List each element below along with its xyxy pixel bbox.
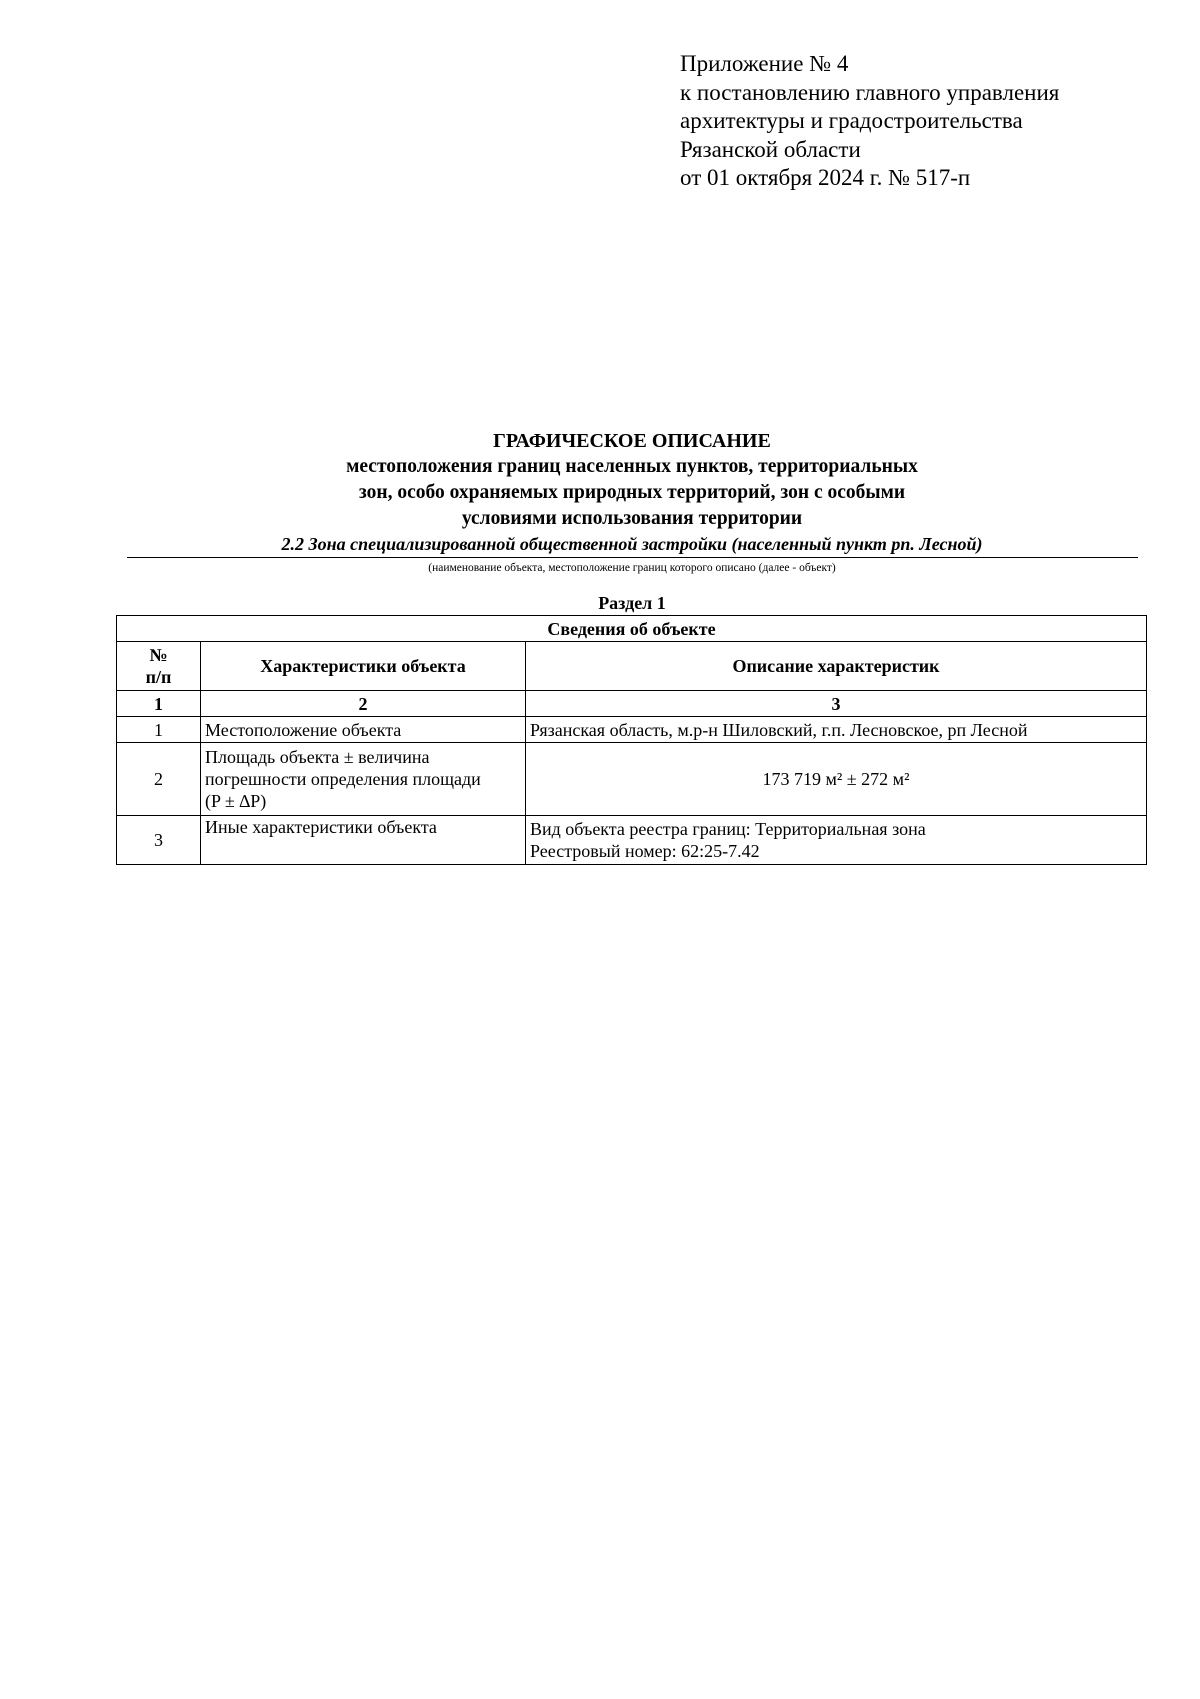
document-title-line: зон, особо охраняемых природных территорий, зон с особыми	[358, 482, 906, 503]
document-title-main: ГРАФИЧЕСКОЕ ОПИСАНИЕ	[493, 430, 771, 452]
row-number: 3	[117, 816, 201, 865]
column-index: 3	[526, 691, 1147, 717]
row-number: 1	[117, 717, 201, 743]
column-header-description: Описание характеристик	[526, 642, 1147, 691]
row-characteristic: Местоположение объекта	[201, 717, 526, 743]
row-description-line: Вид объекта реестра границ: Территориальная зона	[530, 819, 926, 839]
appendix-number: Приложение № 4	[680, 51, 849, 76]
row-description	[526, 816, 1147, 865]
table-index-row	[117, 691, 1147, 717]
table-header-row	[117, 642, 1147, 691]
document-title-line: условиями использования территории	[461, 508, 803, 529]
table-row	[117, 816, 1147, 865]
column-header-num-line: №	[149, 645, 168, 665]
row-description-line: Реестровый номер: 62:25-7.42	[530, 841, 760, 861]
row-characteristic	[201, 743, 526, 816]
document-title-line: местоположения границ населенных пунктов, территориальных	[346, 456, 918, 477]
document-title	[0, 428, 1200, 532]
table-title: Сведения об объекте	[117, 616, 1147, 642]
object-info-table	[116, 615, 1147, 865]
appendix-date-line: от 01 октября 2024 г. № 517-п	[680, 165, 971, 190]
column-header-num-line: п/п	[145, 667, 172, 687]
column-header-characteristics: Характеристики объекта	[201, 642, 526, 691]
appendix-resolution-line: к постановлению главного управления	[680, 79, 1060, 105]
appendix-authority-line: архитектуры и градостроительства	[680, 108, 1023, 133]
row-characteristic-line: (P ± ∆P)	[205, 791, 267, 811]
table-title-row	[117, 616, 1147, 642]
table-row	[117, 717, 1147, 743]
row-description: Рязанская область, м.р-н Шиловский, г.п. Лесновское, рп Лесной	[526, 717, 1147, 743]
appendix-region-line: Рязанской области	[680, 136, 861, 162]
row-number: 2	[117, 743, 201, 816]
row-characteristic: Иные характеристики объекта	[201, 816, 526, 865]
row-characteristic-line: погрешности определения площади	[205, 769, 481, 789]
column-index: 2	[201, 691, 526, 717]
row-characteristic-line: Площадь объекта ± величина	[205, 747, 430, 767]
object-caption: (наименование объекта, местоположение границ которого описано (далее - объект)	[428, 562, 836, 574]
appendix-header	[680, 50, 1059, 193]
column-header-num	[117, 642, 201, 691]
row-description: 173 719 м² ± 272 м²	[526, 743, 1147, 816]
section-title: Раздел 1	[598, 593, 666, 613]
column-index: 1	[117, 691, 201, 717]
object-underline	[127, 557, 1138, 558]
object-name: 2.2 Зона специализированной общественной застройки (населенный пункт рп. Лесной)	[281, 534, 983, 554]
table-row	[117, 743, 1147, 816]
